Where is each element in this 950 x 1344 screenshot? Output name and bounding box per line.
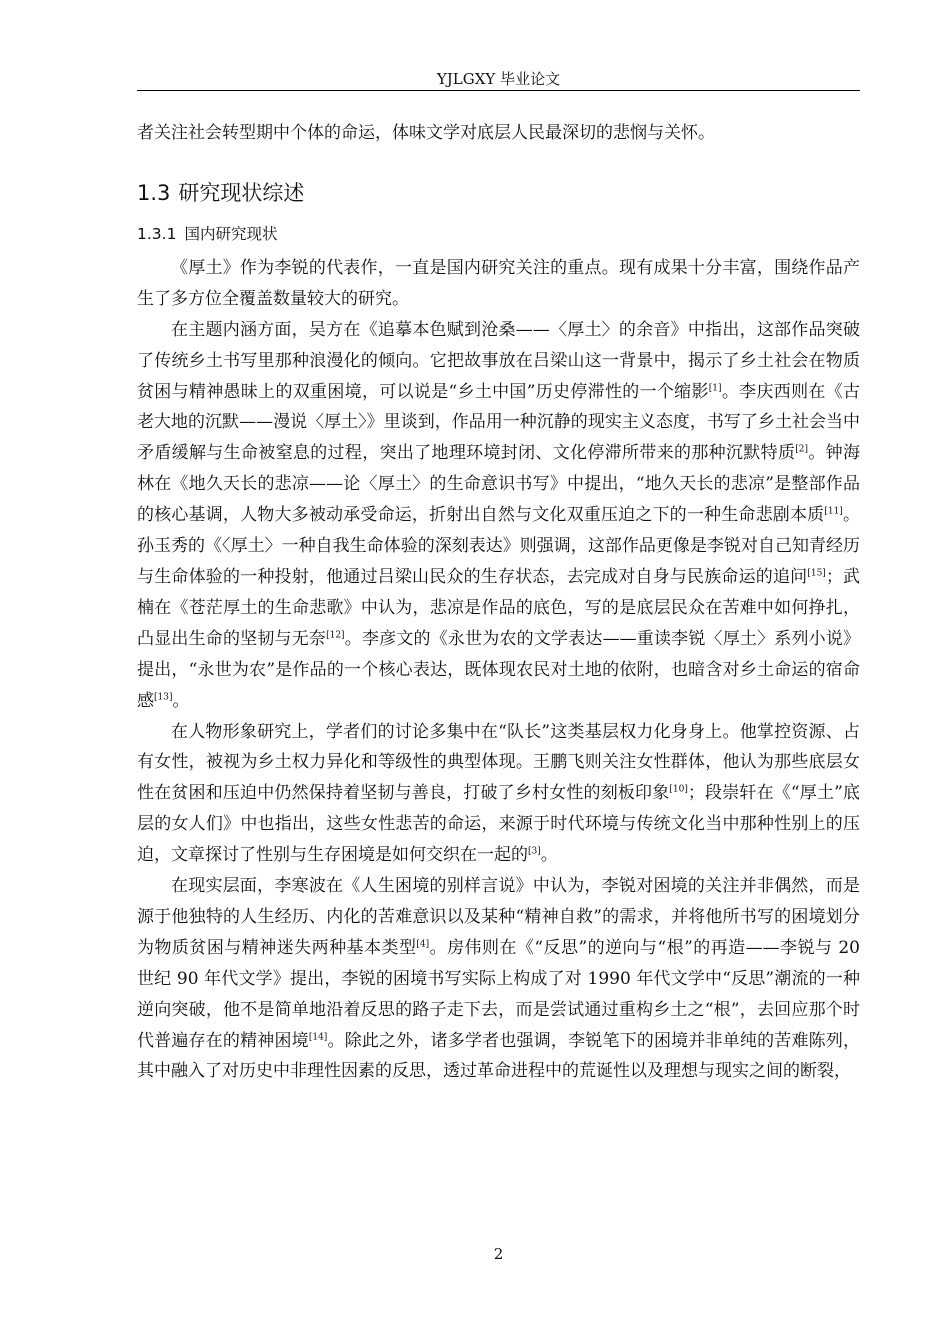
subsection-title: 国内研究现状 — [184, 224, 278, 243]
citation: [14] — [308, 1031, 328, 1042]
citation: [11] — [824, 506, 843, 517]
paragraph-2-text-b: 。李庆西则在《古老大地的沉默——漫说〈厚土〉》里谈到，作品用一种沉静的现实主义态度，书写了乡土社会当中矛盾缓解与生命被窒息的过程，突出了地理环境封闭、文化停滞所带来的那种沉默特质 — [137, 381, 860, 464]
section-heading — [137, 179, 860, 207]
citation: [2] — [795, 444, 809, 455]
paragraph-2-text-g: 。 — [172, 690, 190, 711]
paragraph-4-text-c: 。除此之外，诸多学者也强调，李锐笔下的困境并非单纯的苦难陈列，其中融入了对历史中非理性因素的反思，透过革命进程中的荒诞性以及理想与现实之间的断裂， — [137, 1030, 861, 1082]
page-body — [137, 118, 860, 1087]
paragraph-2-text-c: 。钟海林在《地久天长的悲凉——论〈厚土〉的生命意识书写》中提出，“地久天长的悲凉”是整部作品的核心基调，人物大多被动承受命运，折射出自然与文化双重压迫之下的一种生命悲剧本质 — [137, 443, 861, 526]
citation: [4] — [416, 939, 430, 950]
paragraph-1-text: 《厚土》作为李锐的代表作，一直是国内研究关注的重点。现有成果十分丰富，围绕作品产生了多方位全覆盖数量较大的研究。 — [137, 257, 860, 309]
paragraph-2-text-a: 在主题内涵方面，吴方在《追摹本色赋到沧桑——〈厚土〉的余音》中指出，这部作品突破了传统乡土书写里那种浪漫化的倾向。它把故事放在吕梁山这一背景中，揭示了乡土社会在物质贫困与精神愚昧上的双重困境，可以说是“乡土中国”历史停滞性的一个缩影 — [137, 319, 860, 402]
subsection-heading — [137, 221, 860, 247]
citation: [1] — [708, 382, 722, 393]
paragraph-3-text-c: 。 — [540, 845, 558, 866]
header-rule — [137, 90, 860, 91]
section-title: 研究现状综述 — [178, 180, 305, 205]
section-number: 1.3 — [137, 180, 171, 205]
paragraph-1 — [137, 253, 860, 315]
paragraph-4 — [137, 871, 860, 1087]
paragraph-3-text-a: 在人物形象研究上，学者们的讨论多集中在“队长”这类基层权力化身身上。他掌控资源、占有女性，被视为乡土权力异化和等级性的典型体现。王鹏飞则关注女性群体，他认为那些底层女性在贫困和压迫中仍然保持着坚韧与善良，打破了乡村女性的刻板印象 — [137, 721, 860, 804]
paragraph-3-text-b: ；段崇轩在《“厚土”底层的女人们》中也指出，这些女性悲苦的命运，来源于时代环境与传统文化当中那种性别上的压迫，文章探讨了性别与生存困境是如何交织在一起的 — [137, 783, 860, 866]
citation: [12] — [326, 630, 345, 641]
paragraph-3 — [137, 717, 860, 872]
paragraph-4-text-a: 在现实层面，李寒波在《人生困境的别样言说》中认为，李锐对困境的关注并非偶然，而是源于他独特的人生经历、内化的苦难意识以及某种“精神自救”的需求，并将他所书写的困境划分为物质贫困与精神迷失两种基本类型 — [137, 876, 860, 958]
running-header: YJLGXY 毕业论文 — [436, 70, 561, 88]
continued-paragraph: 者关注社会转型期中个体的命运，体味文学对底层人民最深切的悲悯与关怀。 — [137, 123, 715, 143]
paragraph-2-text-d: 。孙玉秀的《〈厚土〉一种自我生命体验的深刻表达》则强调，这部作品更像是李锐对自己知青经历与生命体验的一种投射，他通过吕梁山民众的生存状态，去完成对自身与民族命运的追问 — [137, 505, 861, 587]
citation: [3] — [528, 846, 541, 857]
paragraph-2-text-e: ；武楠在《苍茫厚土的生命悲歌》中认为，悲凉是作品的底色，写的是底层民众在苦难中如何挣扎，凸显出生命的坚韧与无奈 — [137, 566, 861, 649]
subsection-number: 1.3.1 — [137, 224, 177, 243]
paragraph-2-text-f: 。李彦文的《永世为农的文学表达——重读李锐〈厚土〉系列小说》提出，“永世为农”是作品的一个核心表达，既体现农民对土地的依附，也暗含对乡土命运的宿命感 — [137, 628, 861, 711]
paragraph-2 — [137, 315, 860, 717]
citation: [15] — [807, 568, 826, 579]
citation: [10] — [669, 784, 688, 795]
page-number: 2 — [493, 1245, 504, 1263]
paragraph-4-text-b: 。房伟则在《“反思”的逆向与“根”的再造——李锐与 20 世纪 90 年代文学》提出，李锐的困境书写实际上构成了对 1990 年代文学中“反思”潮流的一种逆向突破，他不是简单地沿着反思的路子走下去，而是尝试通过重构乡土之“根”，去回应那个时代普遍存在的精神困境 — [137, 937, 860, 1051]
citation: [13] — [154, 691, 173, 702]
